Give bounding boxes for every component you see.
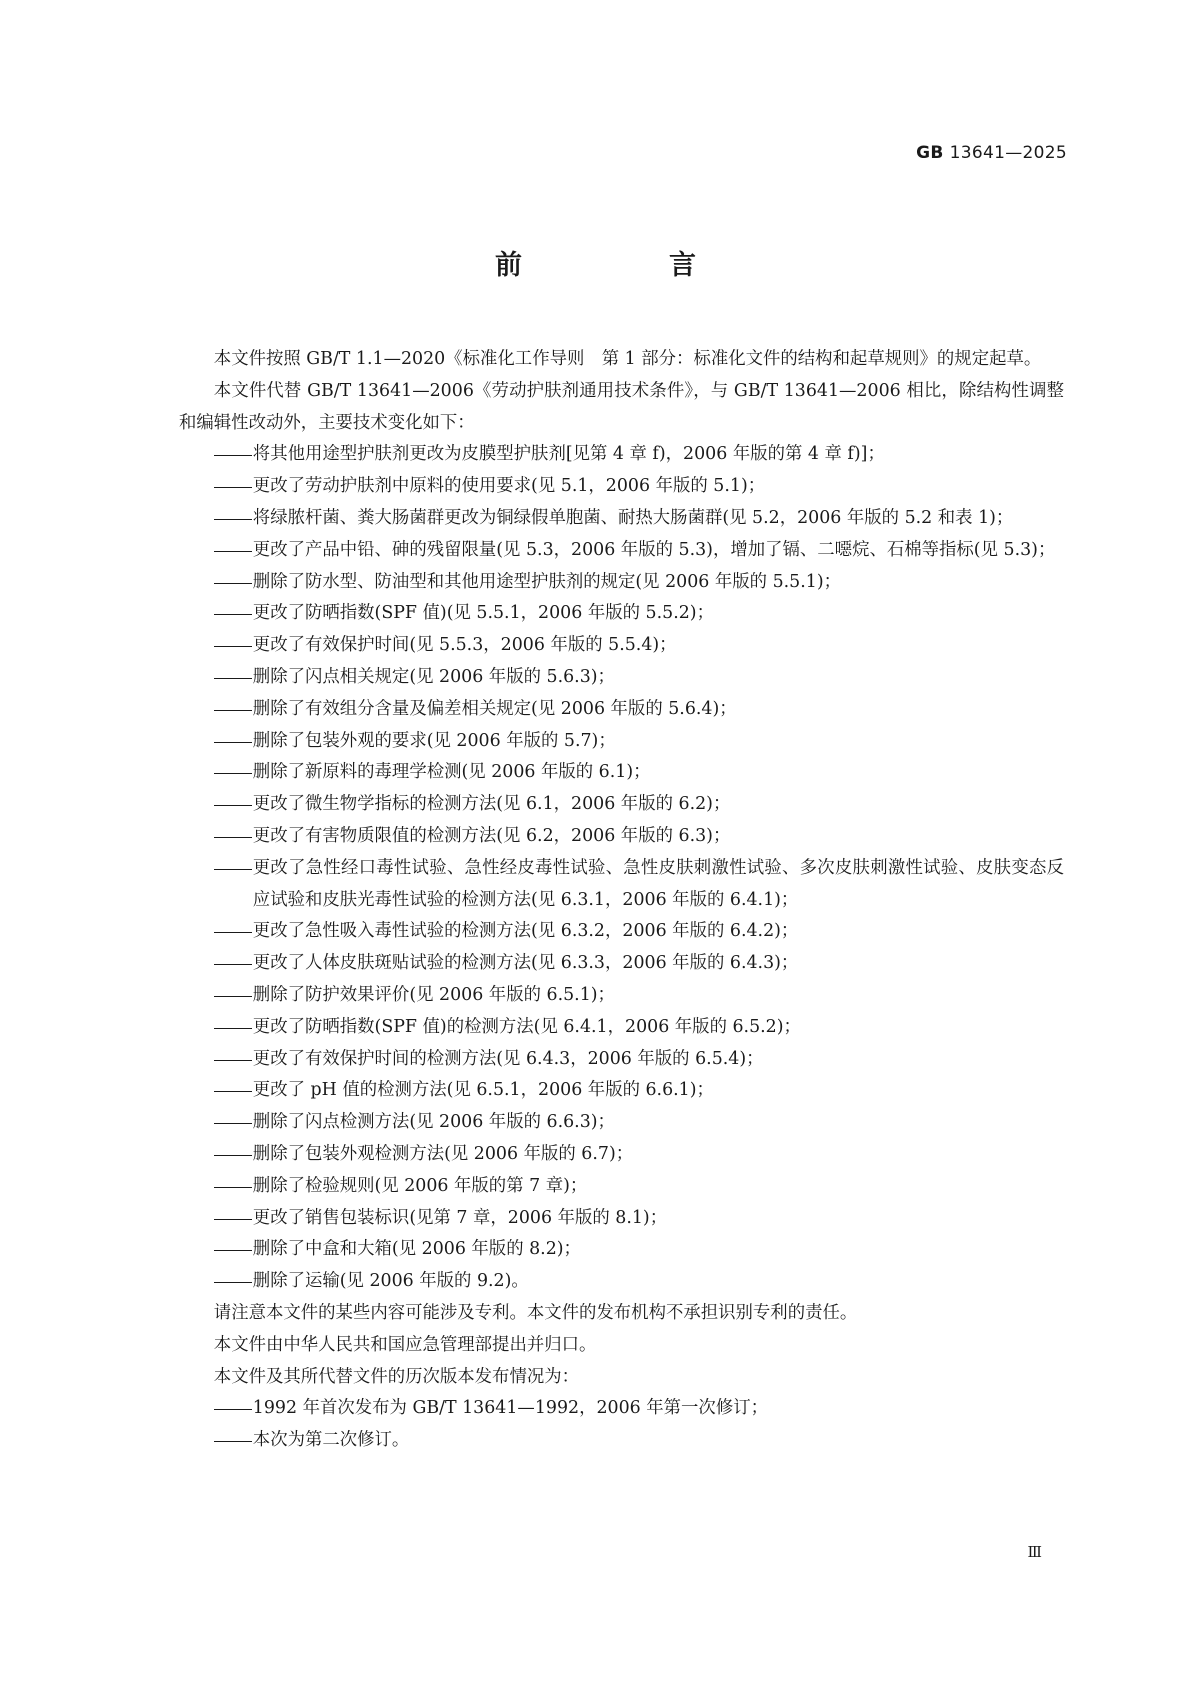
standard-code	[916, 143, 1067, 163]
list-item: 删除了检验规则(见 2006 年版的第 7 章)；	[179, 1171, 1064, 1203]
list-item: 更改了有效保护时间(见 5.5.3，2006 年版的 5.5.4)；	[179, 630, 1064, 662]
dash-marker	[214, 1282, 252, 1283]
dash-marker	[214, 1219, 252, 1220]
list-item: 删除了闪点检测方法(见 2006 年版的 6.6.3)；	[179, 1107, 1064, 1139]
list-item: 更改了劳动护肤剂中原料的使用要求(见 5.1，2006 年版的 5.1)；	[179, 471, 1064, 503]
dash-marker	[214, 837, 252, 838]
history-list	[179, 1393, 1064, 1457]
proposer-statement: 本文件由中华人民共和国应急管理部提出并归口。	[213, 1334, 597, 1355]
list-item: 删除了包装外观检测方法(见 2006 年版的 6.7)；	[179, 1139, 1064, 1171]
dash-marker	[214, 964, 252, 965]
dash-marker	[214, 614, 252, 615]
dash-marker	[214, 710, 252, 711]
dash-marker	[214, 678, 252, 679]
standard-prefix: GB	[916, 143, 944, 163]
list-item: 更改了急性吸入毒性试验的检测方法(见 6.3.2，2006 年版的 6.4.2)；	[179, 916, 1064, 948]
dash-marker	[214, 869, 252, 870]
dash-marker	[214, 996, 252, 997]
list-item: 删除了有效组分含量及偏差相关规定(见 2006 年版的 5.6.4)；	[179, 694, 1064, 726]
list-item: 更改了有效保护时间的检测方法(见 6.4.3，2006 年版的 6.5.4)；	[179, 1044, 1064, 1076]
page-title: 前 言	[495, 250, 756, 281]
intro-paragraph: 本文件按照 GB/T 1.1—2020《标准化工作导则 第 1 部分：标准化文件的结构和起草规则》的规定起草。	[213, 349, 1042, 369]
list-item: 本次为第二次修订。	[179, 1425, 1064, 1457]
list-item: 删除了防护效果评价(见 2006 年版的 6.5.1)；	[179, 980, 1064, 1012]
history-intro: 本文件及其所代替文件的历次版本发布情况为：	[213, 1366, 580, 1387]
list-item: 删除了新原料的毒理学检测(见 2006 年版的 6.1)；	[179, 757, 1064, 789]
list-item: 更改了急性经口毒性试验、急性经皮毒性试验、急性皮肤刺激性试验、多次皮肤刺激性试验、皮肤变态反应试验和皮肤光毒性试验的检测方法(见 6.3.1，2006 年版的 6.4.1)；	[179, 853, 1064, 917]
dash-marker	[214, 1060, 252, 1061]
standard-number: 13641—2025	[949, 143, 1067, 163]
dash-marker	[214, 1409, 252, 1410]
dash-marker	[214, 1123, 252, 1124]
dash-marker	[214, 583, 252, 584]
dash-marker	[214, 455, 252, 456]
page-number: Ⅲ	[1027, 1543, 1042, 1561]
dash-marker	[214, 1091, 252, 1092]
dash-marker	[214, 487, 252, 488]
list-item: 更改了人体皮肤斑贴试验的检测方法(见 6.3.3，2006 年版的 6.4.3)；	[179, 948, 1064, 980]
dash-marker	[214, 1028, 252, 1029]
dash-marker	[214, 932, 252, 933]
dash-marker	[214, 551, 252, 552]
list-item: 将其他用途型护肤剂更改为皮膜型护肤剂[见第 4 章 f)，2006 年版的第 4 章 f)]；	[179, 439, 1064, 471]
intro-paragraph: 本文件代替 GB/T 13641—2006《劳动护肤剂通用技术条件》，与 GB/T 13641—2006 相比，除结构性调整和编辑性改动外，主要技术变化如下：	[179, 380, 1064, 433]
dash-marker	[214, 519, 252, 520]
changes-list	[179, 439, 1064, 1298]
foreword-body	[179, 344, 1064, 1457]
dash-marker	[214, 646, 252, 647]
dash-marker	[214, 805, 252, 806]
list-item: 更改了防晒指数(SPF 值)的检测方法(见 6.4.1，2006 年版的 6.5.2)；	[179, 1012, 1064, 1044]
dash-marker	[214, 1155, 252, 1156]
dash-marker	[214, 742, 252, 743]
list-item: 删除了中盒和大箱(见 2006 年版的 8.2)；	[179, 1234, 1064, 1266]
list-item: 删除了运输(见 2006 年版的 9.2)。	[179, 1266, 1064, 1298]
list-item: 删除了包装外观的要求(见 2006 年版的 5.7)；	[179, 726, 1064, 758]
list-item: 更改了 pH 值的检测方法(见 6.5.1，2006 年版的 6.6.1)；	[179, 1075, 1064, 1107]
list-item: 更改了微生物学指标的检测方法(见 6.1，2006 年版的 6.2)；	[179, 789, 1064, 821]
patent-notice: 请注意本文件的某些内容可能涉及专利。本文件的发布机构不承担识别专利的责任。	[213, 1302, 858, 1323]
list-item: 更改了有害物质限值的检测方法(见 6.2，2006 年版的 6.3)；	[179, 821, 1064, 853]
list-item: 更改了防晒指数(SPF 值)(见 5.5.1，2006 年版的 5.5.2)；	[179, 598, 1064, 630]
dash-marker	[214, 1441, 252, 1442]
dash-marker	[214, 1187, 252, 1188]
dash-marker	[214, 773, 252, 774]
list-item: 1992 年首次发布为 GB/T 13641—1992，2006 年第一次修订；	[179, 1393, 1064, 1425]
list-item: 更改了销售包装标识(见第 7 章，2006 年版的 8.1)；	[179, 1203, 1064, 1235]
list-item: 删除了防水型、防油型和其他用途型护肤剂的规定(见 2006 年版的 5.5.1)；	[179, 567, 1064, 599]
list-item: 将绿脓杆菌、粪大肠菌群更改为铜绿假单胞菌、耐热大肠菌群(见 5.2，2006 年版的 5.2 和表 1)；	[179, 503, 1064, 535]
list-item: 更改了产品中铅、砷的残留限量(见 5.3，2006 年版的 5.3)，增加了镉、二噁烷、石棉等指标(见 5.3)；	[179, 535, 1064, 567]
dash-marker	[214, 1250, 252, 1251]
list-item: 删除了闪点相关规定(见 2006 年版的 5.6.3)；	[179, 662, 1064, 694]
